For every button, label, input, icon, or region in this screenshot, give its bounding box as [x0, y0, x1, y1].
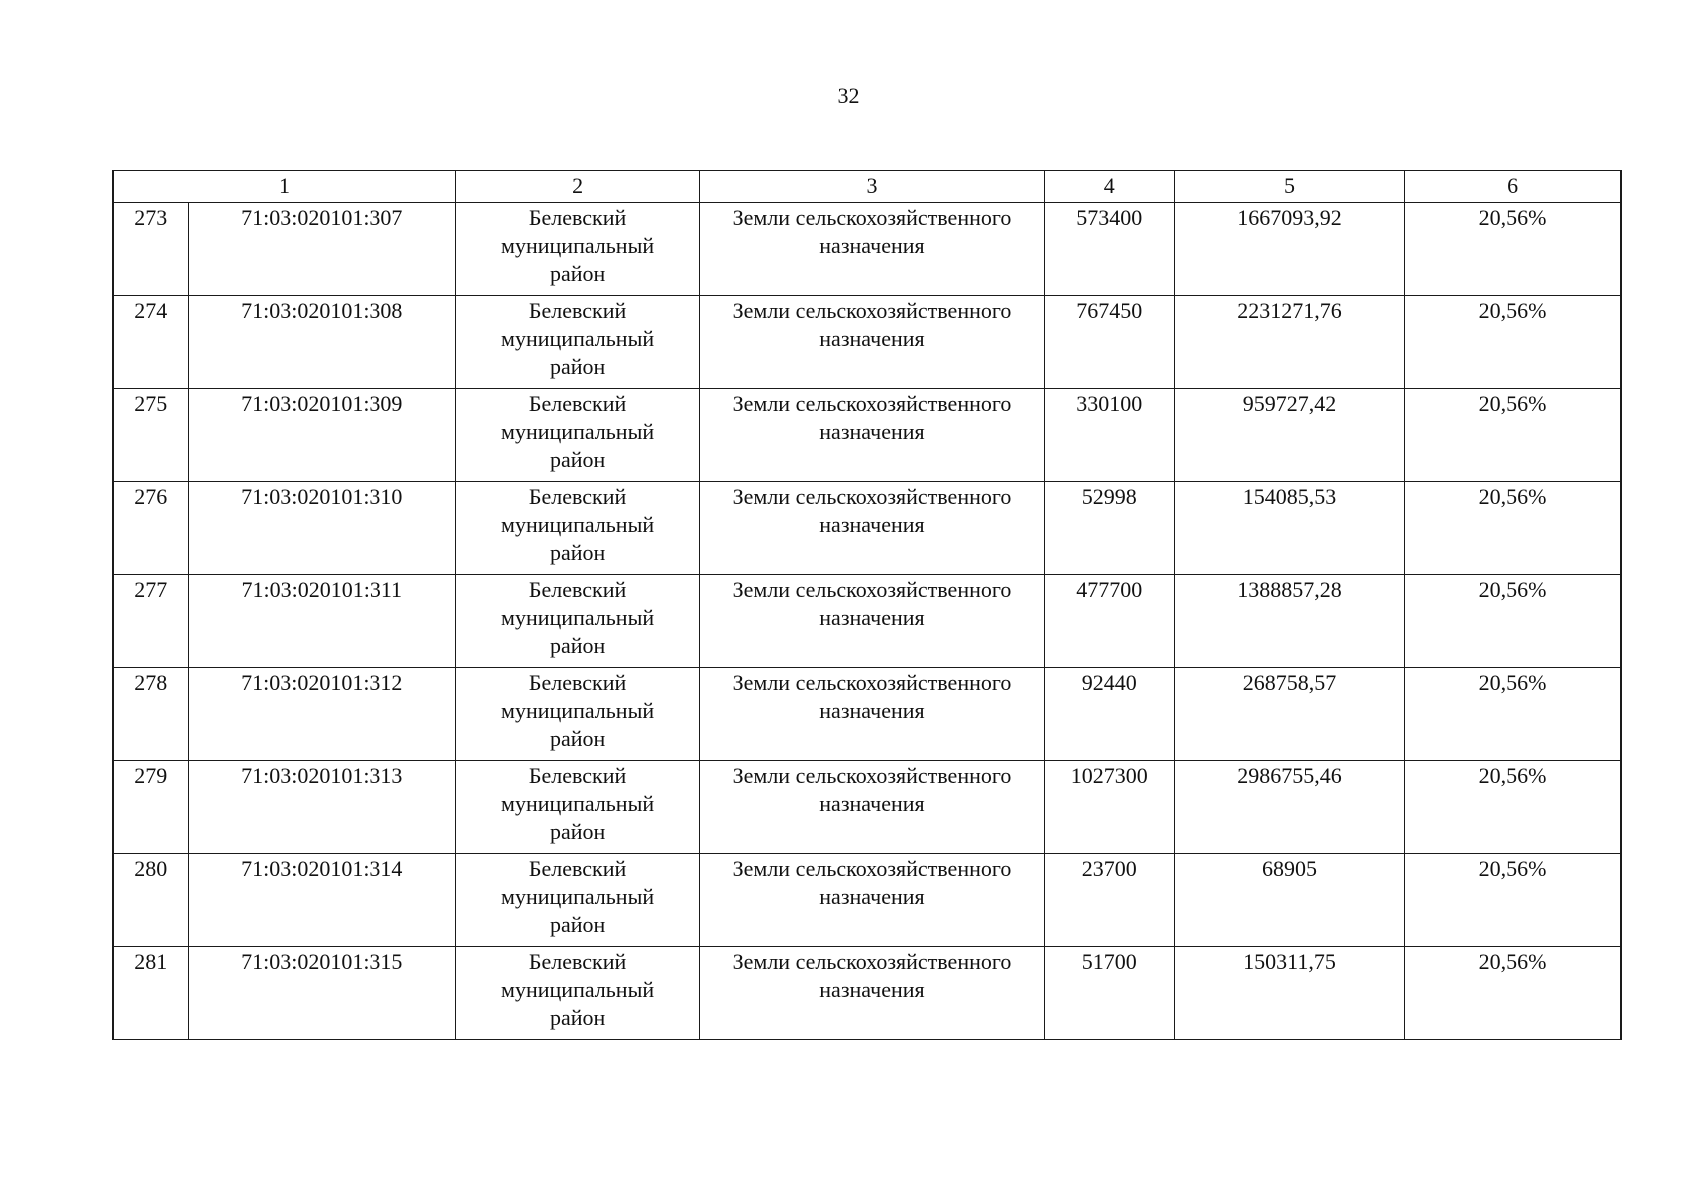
rate-cell: 20,56%: [1405, 296, 1621, 389]
land-category-cell: [700, 389, 1044, 482]
district-cell-line: муниципальный: [501, 698, 655, 723]
header-cell-5: 5: [1174, 171, 1404, 203]
header-cell-1: 1: [113, 171, 455, 203]
district-cell: [455, 761, 699, 854]
district-cell-line: район: [549, 540, 606, 565]
table-row: [113, 482, 1621, 575]
land-category-cell-line: Земли сельскохозяйственного: [732, 484, 1012, 509]
district-cell-line: Белевский: [528, 484, 627, 509]
table-row: [113, 854, 1621, 947]
district-cell: [455, 947, 699, 1040]
rate-cell: 20,56%: [1405, 761, 1621, 854]
cadastral-value-cell: 959727,42: [1174, 389, 1404, 482]
cadastral-number-cell: 71:03:020101:309: [188, 389, 455, 482]
cadastral-number-cell: 71:03:020101:311: [188, 575, 455, 668]
rate-cell: 20,56%: [1405, 203, 1621, 296]
row-number-cell: 274: [113, 296, 188, 389]
cadastral-value-cell: 2986755,46: [1174, 761, 1404, 854]
land-category-cell-line: Земли сельскохозяйственного: [732, 577, 1012, 602]
rate-cell: 20,56%: [1405, 482, 1621, 575]
land-category-cell-line: назначения: [819, 791, 925, 816]
cadastral-number-cell: 71:03:020101:310: [188, 482, 455, 575]
cadastral-value-cell: 2231271,76: [1174, 296, 1404, 389]
land-category-cell-line: назначения: [819, 233, 925, 258]
row-number-cell: 277: [113, 575, 188, 668]
header-cell-3: 3: [700, 171, 1044, 203]
cadastral-value-cell: 1388857,28: [1174, 575, 1404, 668]
district-cell: [455, 203, 699, 296]
cadastral-value-cell: 1667093,92: [1174, 203, 1404, 296]
cadastral-number-cell: 71:03:020101:312: [188, 668, 455, 761]
area-cell: 767450: [1044, 296, 1174, 389]
header-cell-2: 2: [455, 171, 699, 203]
land-category-cell-line: назначения: [819, 977, 925, 1002]
cadastral-value-cell: 154085,53: [1174, 482, 1404, 575]
area-cell: 92440: [1044, 668, 1174, 761]
district-cell-line: Белевский: [528, 298, 627, 323]
land-category-cell-line: Земли сельскохозяйственного: [732, 205, 1012, 230]
land-category-cell-line: назначения: [819, 512, 925, 537]
district-cell-line: Белевский: [528, 577, 627, 602]
land-category-cell-line: назначения: [819, 326, 925, 351]
row-number-cell: 278: [113, 668, 188, 761]
land-category-cell-line: Земли сельскохозяйственного: [732, 949, 1012, 974]
district-cell-line: муниципальный: [501, 326, 655, 351]
land-category-cell-line: назначения: [819, 884, 925, 909]
table-row: [113, 203, 1621, 296]
district-cell: [455, 482, 699, 575]
header-cell-4: 4: [1044, 171, 1174, 203]
district-cell-line: район: [549, 726, 606, 751]
district-cell-line: муниципальный: [501, 419, 655, 444]
land-category-cell-line: Земли сельскохозяйственного: [732, 298, 1012, 323]
table-row: [113, 668, 1621, 761]
district-cell-line: муниципальный: [501, 791, 655, 816]
rate-cell: 20,56%: [1405, 575, 1621, 668]
land-category-cell-line: Земли сельскохозяйственного: [732, 856, 1012, 881]
area-cell: 52998: [1044, 482, 1174, 575]
table-header-row: [113, 171, 1621, 203]
land-registry-table: [112, 170, 1622, 1040]
table-row: [113, 389, 1621, 482]
district-cell-line: район: [549, 912, 606, 937]
land-category-cell: [700, 947, 1044, 1040]
cadastral-number-cell: 71:03:020101:313: [188, 761, 455, 854]
district-cell-line: район: [549, 354, 606, 379]
rate-cell: 20,56%: [1405, 668, 1621, 761]
area-cell: 330100: [1044, 389, 1174, 482]
cadastral-value-cell: 268758,57: [1174, 668, 1404, 761]
area-cell: 573400: [1044, 203, 1174, 296]
district-cell-line: муниципальный: [501, 884, 655, 909]
cadastral-number-cell: 71:03:020101:315: [188, 947, 455, 1040]
cadastral-number-cell: 71:03:020101:307: [188, 203, 455, 296]
land-category-cell: [700, 575, 1044, 668]
district-cell: [455, 296, 699, 389]
row-number-cell: 275: [113, 389, 188, 482]
district-cell-line: Белевский: [528, 391, 627, 416]
land-category-cell-line: назначения: [819, 419, 925, 444]
district-cell-line: муниципальный: [501, 233, 655, 258]
area-cell: 1027300: [1044, 761, 1174, 854]
rate-cell: 20,56%: [1405, 947, 1621, 1040]
rate-cell: 20,56%: [1405, 389, 1621, 482]
district-cell-line: район: [549, 819, 606, 844]
land-category-cell-line: Земли сельскохозяйственного: [732, 670, 1012, 695]
district-cell-line: район: [549, 261, 606, 286]
row-number-cell: 279: [113, 761, 188, 854]
cadastral-number-cell: 71:03:020101:308: [188, 296, 455, 389]
district-cell: [455, 575, 699, 668]
land-category-cell-line: Земли сельскохозяйственного: [732, 763, 1012, 788]
district-cell-line: район: [549, 1005, 606, 1030]
land-category-cell: [700, 296, 1044, 389]
cadastral-value-cell: 68905: [1174, 854, 1404, 947]
district-cell-line: Белевский: [528, 670, 627, 695]
cadastral-value-cell: 150311,75: [1174, 947, 1404, 1040]
land-category-cell-line: назначения: [819, 605, 925, 630]
row-number-cell: 276: [113, 482, 188, 575]
district-cell-line: муниципальный: [501, 977, 655, 1002]
land-category-cell: [700, 203, 1044, 296]
page-number: 32: [837, 83, 860, 108]
district-cell-line: Белевский: [528, 856, 627, 881]
cadastral-number-cell: 71:03:020101:314: [188, 854, 455, 947]
district-cell: [455, 389, 699, 482]
rate-cell: 20,56%: [1405, 854, 1621, 947]
row-number-cell: 280: [113, 854, 188, 947]
land-category-cell: [700, 668, 1044, 761]
land-category-cell-line: Земли сельскохозяйственного: [732, 391, 1012, 416]
table-row: [113, 947, 1621, 1040]
row-number-cell: 281: [113, 947, 188, 1040]
table-row: [113, 575, 1621, 668]
header-cell-6: 6: [1405, 171, 1621, 203]
land-category-cell: [700, 482, 1044, 575]
area-cell: 51700: [1044, 947, 1174, 1040]
land-category-cell-line: назначения: [819, 698, 925, 723]
district-cell-line: район: [549, 633, 606, 658]
table-row: [113, 761, 1621, 854]
district-cell: [455, 854, 699, 947]
district-cell: [455, 668, 699, 761]
district-cell-line: Белевский: [528, 763, 627, 788]
land-category-cell: [700, 761, 1044, 854]
district-cell-line: Белевский: [528, 949, 627, 974]
district-cell-line: Белевский: [528, 205, 627, 230]
table-row: [113, 296, 1621, 389]
row-number-cell: 273: [113, 203, 188, 296]
area-cell: 23700: [1044, 854, 1174, 947]
district-cell-line: муниципальный: [501, 512, 655, 537]
land-category-cell: [700, 854, 1044, 947]
area-cell: 477700: [1044, 575, 1174, 668]
district-cell-line: район: [549, 447, 606, 472]
district-cell-line: муниципальный: [501, 605, 655, 630]
